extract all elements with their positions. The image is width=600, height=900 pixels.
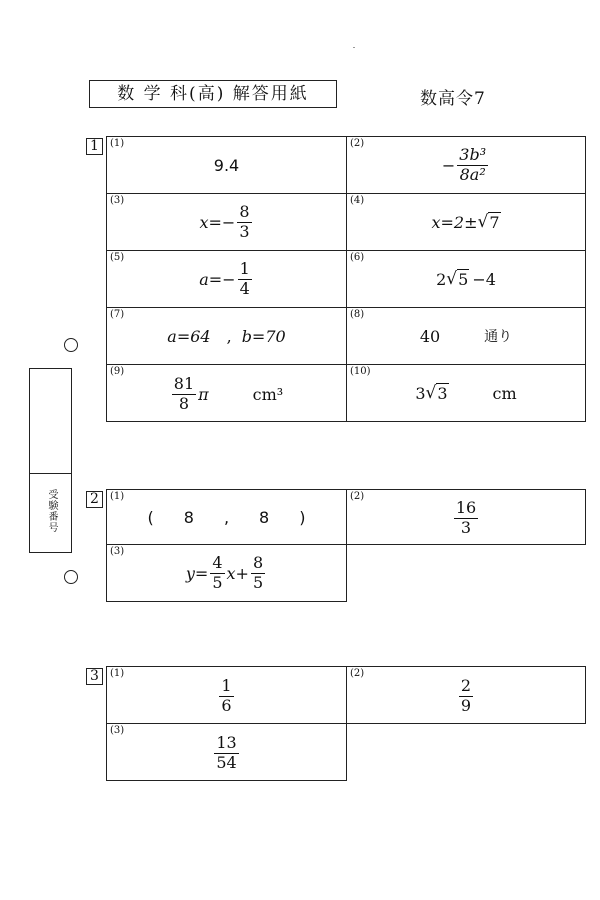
answer-expression: [167, 327, 285, 346]
answer-cell-1-8[interactable]: [347, 308, 586, 365]
fraction-denominator: 3: [239, 221, 250, 241]
open-paren: (: [147, 507, 154, 527]
fraction: [454, 497, 478, 537]
answer-cell-1-2[interactable]: [347, 137, 586, 194]
separator: ,: [223, 507, 230, 527]
answer-expression: [436, 269, 496, 289]
fraction-denominator: 5: [212, 572, 223, 592]
fraction-numerator: 8: [252, 552, 264, 572]
answer-expression: [199, 258, 254, 298]
question-number-1: 1: [86, 138, 103, 155]
expression-middle: x+: [226, 563, 249, 583]
answer-cell-3-3[interactable]: [107, 724, 347, 781]
answer-cell-1-4[interactable]: [347, 194, 586, 251]
exam-number-divider: [30, 473, 71, 474]
answer-cell-1-9[interactable]: [107, 365, 347, 422]
question-number-2: 2: [86, 491, 103, 508]
answer-expression: [420, 326, 512, 346]
fraction-numerator: 4: [212, 552, 223, 572]
equation-lhs: x=2±: [431, 212, 478, 232]
answer-expression: [212, 732, 240, 772]
cell-label: (8): [350, 309, 365, 320]
answer-value: 40: [419, 326, 441, 346]
answer-expression: [199, 201, 253, 241]
binding-hole-top: [64, 338, 78, 352]
cell-label: (10): [350, 366, 371, 377]
sqrt-icon: √: [477, 212, 489, 232]
cell-label: (3): [110, 546, 125, 557]
minus-sign: −: [441, 155, 456, 175]
coordinate-x: 8: [183, 507, 194, 527]
answer-unit: 通り: [484, 329, 513, 345]
cell-label: (5): [110, 252, 125, 263]
answer-cell-1-1[interactable]: [107, 137, 347, 194]
exam-number-box[interactable]: [29, 368, 72, 553]
pi-symbol: π: [198, 384, 209, 404]
fraction: [237, 201, 251, 241]
fraction: [172, 373, 196, 413]
expression-tail: −4: [472, 269, 496, 289]
fraction-denominator: 8a²: [459, 164, 486, 184]
separator: ,: [226, 326, 232, 346]
fraction-denominator: 6: [221, 695, 232, 715]
answer-expression: [457, 675, 475, 715]
equation-lhs: a=−: [199, 269, 236, 289]
cell-label: (2): [350, 668, 365, 679]
exam-code: 数高令7: [420, 89, 486, 109]
fraction: [214, 732, 238, 772]
cell-label: (2): [350, 138, 365, 149]
scan-speck: [353, 47, 355, 48]
equation-lhs: x=−: [199, 212, 236, 232]
answer-cell-2-3[interactable]: [107, 545, 347, 602]
fraction-numerator: 81: [173, 373, 195, 393]
fraction: [251, 552, 265, 592]
answer-table-q3: [106, 666, 586, 781]
answer-expression: [185, 552, 267, 592]
fraction-numerator: 1: [239, 258, 250, 278]
equation-lhs: y=: [185, 563, 209, 583]
answer-cell-1-6[interactable]: [347, 251, 586, 308]
coefficient: 3: [415, 383, 426, 403]
fraction-denominator: 8: [178, 393, 190, 413]
cell-label: (2): [350, 491, 365, 502]
cell-label: (6): [350, 252, 365, 263]
cell-label: (1): [110, 491, 125, 502]
fraction-numerator: 2: [460, 675, 472, 695]
question-number-3: 3: [86, 668, 103, 685]
answer-expression: [170, 373, 284, 413]
answer-table-q2: [106, 489, 586, 602]
answer-cell-3-2[interactable]: [347, 667, 586, 724]
fraction-denominator: 3: [460, 517, 472, 537]
cell-label: (7): [110, 309, 125, 320]
binding-hole-bottom: [64, 570, 78, 584]
page-title: 数 学 科(高) 解答用紙: [89, 80, 337, 108]
fraction-numerator: 13: [216, 732, 237, 752]
cell-label: (3): [110, 195, 125, 206]
cell-label: (9): [110, 366, 125, 377]
radicand: 5: [458, 270, 469, 289]
cell-label: (1): [110, 138, 125, 149]
fraction-numerator: 3b³: [459, 144, 487, 164]
close-paren: ): [299, 507, 306, 527]
fraction-numerator: 1: [221, 675, 232, 695]
radicand: 3: [437, 384, 448, 403]
answer-cell-1-7[interactable]: [107, 308, 347, 365]
answer-unit: cm³: [252, 384, 284, 404]
fraction-denominator: 4: [239, 278, 250, 298]
answer-table-q1: [106, 136, 586, 422]
fraction: [457, 144, 488, 184]
answer-part-a: a=64: [167, 326, 211, 346]
answer-expression: [148, 508, 306, 527]
answer-expression: [217, 675, 235, 715]
coordinate-y: 8: [259, 507, 270, 527]
answer-expression: [441, 144, 490, 184]
answer-cell-1-3[interactable]: [107, 194, 347, 251]
sqrt-icon: √: [425, 383, 437, 403]
answer-cell-3-1[interactable]: [107, 667, 347, 724]
fraction-numerator: 8: [239, 201, 250, 221]
answer-cell-2-2[interactable]: [347, 490, 586, 545]
fraction-denominator: 9: [460, 695, 472, 715]
fraction: [238, 258, 252, 298]
coefficient: 2: [436, 269, 447, 289]
fraction-denominator: 54: [216, 752, 237, 772]
fraction: [210, 552, 224, 592]
exam-number-label: 受験番号: [46, 489, 57, 533]
fraction: [219, 675, 233, 715]
answer-expression: [431, 212, 500, 232]
cell-label: (1): [110, 668, 125, 679]
radicand: 7: [489, 213, 500, 232]
fraction-denominator: 5: [252, 572, 264, 592]
answer-cell-2-1[interactable]: [107, 490, 347, 545]
answer-part-b: b=70: [241, 326, 286, 346]
answer-unit: cm: [492, 383, 517, 403]
answer-cell-1-10[interactable]: [347, 365, 586, 422]
answer-expression: [452, 497, 480, 537]
answer-value: 9.4: [213, 155, 240, 175]
fraction-numerator: 16: [455, 497, 477, 517]
answer-cell-1-5[interactable]: [107, 251, 347, 308]
cell-label: (4): [350, 195, 365, 206]
fraction: [459, 675, 473, 715]
answer-expression: [415, 383, 516, 403]
cell-label: (3): [110, 725, 125, 736]
sqrt-icon: √: [446, 269, 458, 289]
